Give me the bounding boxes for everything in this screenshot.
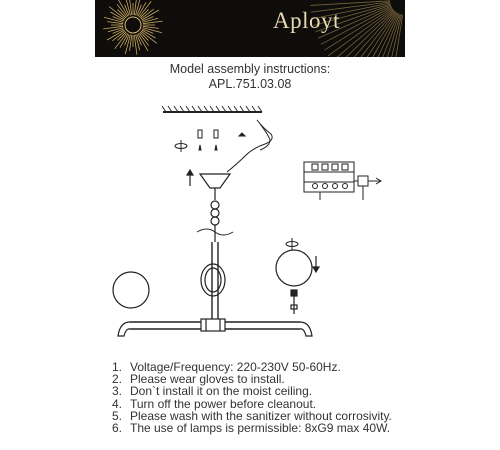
power-wire <box>227 120 272 172</box>
list-item: 1. Voltage/Frequency: 220-230V 50-60Hz. <box>112 360 341 374</box>
list-item: 5. Please wash with the sanitizer without corrosivity. <box>112 408 392 423</box>
page-title: Model assembly instructions: <box>169 62 331 76</box>
list-item: 6. The use of lamps is permissible: 8xG9 max 40W. <box>112 421 391 436</box>
glass-shade-right <box>276 250 312 286</box>
terminal-block-icon <box>304 162 381 200</box>
chain <box>211 201 219 242</box>
list-item: 2. Please wear gloves to install. <box>112 372 285 387</box>
rotate-icon <box>175 140 187 152</box>
glass-shade-left <box>113 272 149 308</box>
list-item: 4. Turn off the power before cleanout. <box>112 396 317 411</box>
sun-logo-icon <box>95 0 405 57</box>
model-number: APL.751.03.08 <box>208 77 292 91</box>
brand-banner <box>95 0 405 57</box>
canopy <box>200 174 230 188</box>
list-item: 3. Don`t install it on the moist ceiling. <box>112 384 313 399</box>
assembly-diagram <box>0 95 500 360</box>
ceiling-hatch <box>162 106 262 112</box>
mounting-screws <box>198 130 245 150</box>
arm-hub <box>201 319 225 331</box>
arrow-down-icon <box>313 256 319 272</box>
instruction-list <box>112 361 392 434</box>
arrow-up-icon <box>187 170 193 186</box>
brand-name: Aployt <box>273 8 340 33</box>
